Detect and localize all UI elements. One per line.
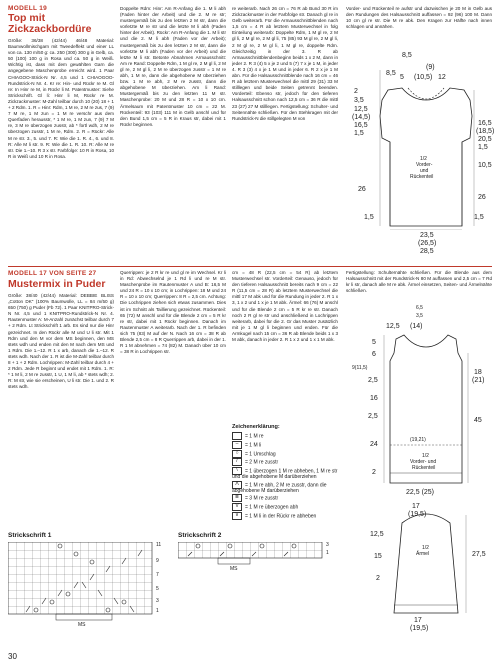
sw-left-g: 24 xyxy=(370,441,378,448)
chart1-row-label: 5 xyxy=(156,586,159,592)
legend-item: Λ = 1 M re abh, 2 M re zusstr, dann die abgehobene M darüberziehen xyxy=(232,480,327,494)
left-top-dim: 2 xyxy=(354,88,358,95)
k3tog-icon: Ⅲ xyxy=(232,494,242,502)
legend-item: – = 1 M li xyxy=(232,441,340,450)
model17-label: MODELL 17 VON SEITE 27 xyxy=(8,270,97,277)
sw-left-b: 6 xyxy=(372,351,376,358)
strickschrift1-grid xyxy=(8,542,168,632)
right-dim-e: 10,5 xyxy=(478,162,492,169)
sw-left-c: 9(11,5) xyxy=(352,365,368,371)
left-dim-a: 3,5 xyxy=(354,97,364,104)
bottom-dim-c: 28,5 xyxy=(420,248,434,255)
right-dim-a: 16,5 xyxy=(478,120,492,127)
left-dim-c: (14,5) xyxy=(352,114,371,121)
model19-instructions-col4: Vorder- und Rückenteil re aufstr und dazwischen je 20 M in Gelb aus den Rundungen des Halsausschnitt auffassen = 92 (96) 100 M. Dann 10 cm gl re str. Die M re abk. Den Kragen zur Hälfte nach innen schlagen und annähen. xyxy=(346,6,492,30)
legend-title: Zeichenerklärung: xyxy=(232,424,280,430)
slip-purl-icon: ∨ xyxy=(232,512,242,520)
chart2-row-label: 3 xyxy=(326,542,329,548)
sleeve-outline xyxy=(394,514,458,613)
left-dim-d: 16,5 xyxy=(354,122,368,129)
neck-dim-b: (10,5) xyxy=(414,74,433,81)
page-number: 30 xyxy=(8,652,17,661)
sleeve-label1: 1/2 xyxy=(422,545,429,551)
model17-title: Mustermix in Puder xyxy=(8,278,106,290)
right-dim-c: 20,5 xyxy=(478,136,492,143)
sw-right-a: 18 xyxy=(474,369,482,376)
chart2-ms-label: MS xyxy=(230,566,238,572)
strickschrift2-title: Strickschrift 2 xyxy=(178,532,222,539)
sleeve-label2: Ärmel xyxy=(416,551,430,557)
chart1-ms-label: MS xyxy=(78,622,86,628)
sleeve-right-dim: 27,5 xyxy=(472,551,486,558)
chart1-row-label: 9 xyxy=(156,558,159,564)
model19-title-line1: Top mit xyxy=(8,12,46,24)
chart2-repeat-bracket xyxy=(218,558,250,564)
right-dim-d: 1,5 xyxy=(478,144,488,151)
shoulder-bracket-dim: (9) xyxy=(426,64,435,71)
slip-stitch-icon: V xyxy=(232,503,242,511)
sw-bottom-a: 22,5 (25) xyxy=(406,489,435,496)
sleeve-width-a: 17 xyxy=(414,617,422,624)
right-dim-f: 26 xyxy=(478,194,486,201)
legend-item: Ⅲ = 3 M re zusstr xyxy=(232,494,340,503)
sw-left-f: 2,5 xyxy=(368,413,378,420)
schematic-top-pattern xyxy=(350,50,495,230)
sw-top-b: 3,5 xyxy=(416,313,423,319)
strickschrift1-chart xyxy=(8,542,168,632)
model17-instructions-col2: Querrippen: je 2 R kr re und gl re im Wechsel. Kr li in Rd: Abwechselnd je 1 Rd li und re M str. Maschenprobe im Rautenmuster A und B: 16,5 M und 24 R = 10 x 10 cm; in Lochrippen: 18 M und 24 R = 10 x 10 cm; Querrippen: 8 R = 2,5 cm. Achtung: Die Lochrippen ziehen sich etwas zusammen. Dies ist im Schnitt als Taillierung gezeichnet. Rückenteil: 65 (72) M anschl und für die Blende 2 cm = 5 R kr re str, dabei mit 1 Rückr beginnen. Danach im Rautenmuster A weiterarb. Nach der 1. R befinden sich 75 (83) M auf der N. Nach 16 cm = 38 R ab Blende 2,5 cm = 8 R Querrippen arb, dabei in der 1. R 1 M abnehmen = 74 (82) M. Danach über 10 cm = 38 R in Lochrippen str. xyxy=(120,270,226,355)
sw-right-c: 45 xyxy=(474,417,482,424)
shoulder-mid-dim-left: 8,5 xyxy=(386,70,396,77)
bottom-dim-a: 23,5 xyxy=(420,232,434,239)
sw-upper-width-a: 17 xyxy=(412,503,420,510)
legend xyxy=(232,424,340,530)
model17-instructions-col3: cm = 48 R (22,5 cm = 54 R) ab letztem Musterwechsel str. Vorderteil: Genauso, jedoch für den tieferen Halsausschnitt bereits nach 9 cm = 22 R (11,5 cm = 28 R) ab letztem Musterwechsel die mittl 17 M abk und für die Rundung in jeder 2. R 1 x 3, 1 x 2 und 1 x je 1 M abk. Ärmel: 66 (76) M anschl und für die Blende 2 cm = 5 R kr re str. Danach noch 2 R gl re str und anschließend in Lochrippen weiterarb, dabei für die 2. Gr das Muster zusätzlich mit je 1 M gl li beginnen und enden. Für die Armkugel nach 15 cm = 36 R ab Blende beids 1 x 3 M abk, danach in jeder 2. R 1 x 2 und 1 x 1 M abk. xyxy=(232,270,338,343)
strickschrift2-grid xyxy=(178,542,338,612)
yarn-over-icon: ○ xyxy=(232,450,242,458)
sw-right-b: (21) xyxy=(472,377,485,384)
chart1-row-label: 1 xyxy=(156,608,159,614)
model19-instructions-col1: Größe: 36/38 (42/44) 46/48 Material: Baumwollmischgarn mit Tweedeffekt und einer LL von ca. 130 m/50 g: ca. 250 (300) 300 g in Gelb, ca. 50 (100) 100 g in Rosa und ca. 50 g in Weiß. Wichtig ist, dass mit dem gewählten Garn die angegebene Maschenprobe erreicht wird. 1 Paar CHIAGOO-Strick-N Nr. 4,5 und 1 CHIAOGOO-Rundstrick-N Nr. 4. Kr re: Hin- und Rückr re M. Gl re: In Hinr re M, in Rückr li M. Patentmuster: Siehe Strickschrift. Gl li: Hinr li M, Rückr re M. Zickzackmuster: M-Zahl teilbar durch 10 (20) 18 + 1 + 2 Rdm. 1. R = Hinr: Rdm, 1 M re, 2 M re zus, 7 (9) 7 M re, 1 M zun = 1 M re verschr aus dem Querfaden herausstr, * 1 M re, 1 M zun, 7 (9) 7 M re, 3 M re überzogen zusstr, ab * fortl wdh, 2 M re überzogen zusstr, 1 M re, Rdm. 2. R = Rückr: Alle M re str. 3., 5. und 7. R: Wie die 1. R. 4., 6. und 8. R: Alle M li str. 9. R: Wie die 1. R. 10. R: Alle M re str. Die 1.–10. R 3 x str. Farbfolge: 10 R in Rosa, 10 R in Weiß und 10 R in Rosa. xyxy=(8,38,114,159)
model19-instructions-col2: Doppelte Rdm: Hinr: Am R-Anfang die 1. M li abh (Faden hinter der Arbeit) und die 2. M re str; mustergemäß bis zu den letzten 2 M str, dann die vorletzte M re str und die letzte M li abh (Faden hinter der Arbeit). Rückr: Am R-Anfang die 1. M li str und die 2. M li abh (Faden vor der Arbeit); mustergemäß bis zu den letzten 2 M str, dann die vorletzte M li abh (Faden vor der Arbeit) und die letzte M li str. Betonte Abnahmen Armausschnitt: Am re Rand: Doppelte Rdm, 1 M gl re, 2 M gl li, 2 M gl re, 2 M gl li, 2 M re überzogen zusstr = 1 M re abh, 1 M re, dann die abgehobene M überziehen bzw. 1 M re abh, 2 M re zusstr, dann die abgehobene M überziehen. Am li Rand: Mustergemäß bis zu den letzten 11 M str. Maschenprobe: 20 M und 28 R = 10 x 10 cm. Ärmelsaum mit Patentmuster 10 cm = 22 M. Rückenteil: 93 (103) 111 M in Gelb anschl und für den Bund 1,5 cm = 5 R in Kraus str, dabei mit 1 Rückr beginnen. xyxy=(120,6,226,127)
sw-body-label1: 1/2 xyxy=(422,453,429,459)
chart1-repeat-bracket xyxy=(56,614,112,620)
neck-dim-a: 5 xyxy=(400,74,404,81)
sw-body-label2: Vorder- und xyxy=(410,459,437,465)
model19-title-line2: Zickzackbordüre xyxy=(8,23,92,35)
sleeve-width-b: (19,5) xyxy=(410,625,429,632)
double-decrease-icon: Λ xyxy=(232,481,242,489)
model17-instructions-col4: Fertigstellung: Schulternähte schließen. Für die Blende aus dem Halsausschnitt mit der Rundstrick-N 80 M auffassen und 2,5 cm = 7 Rd kr li str, danach alle M re abk. Ärmel einsetzen, Seiten- und Ärmelnähte schließen. xyxy=(346,270,492,294)
legend-item: ∨ = 1 M li in der Rückr re abheben xyxy=(232,512,340,521)
sw-left-d: 2,5 xyxy=(368,377,378,384)
body-label-and: und xyxy=(420,168,429,174)
chart1-row-label: 11 xyxy=(156,542,162,548)
body-label-front: Vorder- xyxy=(416,162,433,168)
chart2-row-label: 1 xyxy=(326,550,329,556)
sw-left-e: 16 xyxy=(370,395,378,402)
legend-item: ○ = 1 Umschlag xyxy=(232,450,340,459)
sleeve-bottom-dim: 2 xyxy=(376,575,380,582)
left-dim-b: 12,5 xyxy=(354,106,368,113)
left-side-dim: 26 xyxy=(358,186,366,193)
ssk-icon: \ xyxy=(232,467,242,475)
model19-label: MODELL 19 xyxy=(8,5,48,12)
sleeve-left-dim: 15 xyxy=(374,553,382,560)
legend-item: \ = 1 überzogen 1 M re abheben, 1 M re str und die abgehobene M darüberziehen xyxy=(232,467,338,481)
bottom-right-dim: 1,5 xyxy=(474,214,484,221)
section-divider xyxy=(8,266,492,267)
k2tog-icon: / xyxy=(232,458,242,466)
sw-mid-b: (14) xyxy=(410,323,423,330)
sw-mid-a: 12,5 xyxy=(386,323,400,330)
neck-dim-c: 12 xyxy=(438,74,446,81)
sleeve-top-dim: 12,5 xyxy=(370,531,384,538)
left-dim-e: 1,5 xyxy=(354,130,364,137)
strickschrift1-title: Strickschrift 1 xyxy=(8,532,52,539)
legend-item: V = 1 M re überzogen abh xyxy=(232,503,340,512)
body-label-back: Rückenteil xyxy=(410,174,434,180)
chart1-grid-area xyxy=(8,542,152,614)
purl-stitch-icon: – xyxy=(232,441,242,449)
sw-waist: (19,21) xyxy=(410,437,426,443)
chart1-row-label: 7 xyxy=(156,572,159,578)
strickschrift2-chart xyxy=(178,542,338,612)
model17-instructions-col1: Größe: 38/40 (42/44) Material: DEBBIE BLISS „Cotton DK" (100% Baumwolle, LL = 84 m/50 g) 650 (750) g Puder (Fb 72). 1 Paar KNITPRO-Strick-N Nr. 4,5 und 1 KNITPRO-Rundstrick-N Nr. 4. Rautenmuster A: M-Anzahl zunächst teilbar durch 7 + 2 Rdm. Lt Strickschrift 1 arb. Es sind nur die Hinr gezeichnet. In den Rückr alle M und U li str. Mit 1 Rdm und den M vor dem MS beginnen, den MS stets wdh und enden mit den M nach dem MS und 1 Rdm. Die 1.–12. R 1 x arb, danach die 1.–12. R stets wdh. Nach der 1. R ist die M-Zahl teilbar durch 8 + 1 + 2 Rdm. Lochrippen: M-Zahl teilbar durch 4 + 2 Rdm. Jede R beginnt und endet mit 1 Rdm. 1. R: * 1 M li, 2 M re zusstr, 1 U, 1 M li, ab * stets wdh; 2. R: M str, wie sie erscheinen, U li str. Die 1. und 2. R stets wdh. xyxy=(8,293,114,390)
model19-instructions-col3: re weiterarb. Nach 26 cm = 76 R ab Bund 30 R im Zickzackmuster in der Farbfolge str. Danach gl re in Gelb weiterarb. Für die Armausschnittblenden nach 1,5 cm = 4 R ab letztem Musterwechsel in folg Einteilung weiterarb: Doppelte Rdm, 1 M gl re, 2 M gl li, 2 M gl re, 2 M gl li, 75 (85) 93 M gl re, 2 M gl li, 2 M gl re, 2 M gl li, 1 M gl re, doppelte Rdm. Gleichzeitig in der 3. R ab Armausschnittblendenbeginn beids 1 x 2 M, dann in jeder 2. R 3 (4) 5 x je 2 und 5 (7) 7 x je 1 M, in jeder 4. R 3 (3) 4 x je 1 M und in jeder 6. R 2 x je 1 M abn. Für die Halsausschnittblende nach 16 cm = 46 R ab letztem Musterwechsel die mittl 29 (31) 33 M stilllegen und beide Seiten getrennt beenden. Vorderteil: Ebenso str, jedoch für den tieferen Halsausschnitt schon nach 12,5 cm = 36 R die mittl 23 (27) 27 M stilllegen. Fertigstellung: Schulter- und Seitennähte schließen. Für den Stehkragen mit der Rundstrick-N die stillgelegten M von xyxy=(232,6,338,121)
sw-body-label3: Rückenteil xyxy=(412,465,436,471)
sw-upper-width-b: (19,5) xyxy=(408,511,427,518)
sw-left-h: 2 xyxy=(372,469,376,476)
body-label-fraction: 1/2 xyxy=(420,156,427,162)
knit-stitch-icon xyxy=(232,432,242,440)
shoulder-top-dim: 8,5 xyxy=(402,52,412,59)
legend-item: / = 2 M re zusstr xyxy=(232,458,340,467)
bottom-dim-b: (26,5) xyxy=(418,240,437,247)
sw-left-a: 5 xyxy=(372,339,376,346)
schematic-sweater xyxy=(350,305,495,645)
right-dim-b: (18,5) xyxy=(476,128,495,135)
bottom-left-dim: 1,5 xyxy=(364,214,374,221)
chart1-row-label: 3 xyxy=(156,598,159,604)
sw-top-a: 6,5 xyxy=(416,305,423,311)
legend-item: = 1 M re xyxy=(232,432,340,441)
